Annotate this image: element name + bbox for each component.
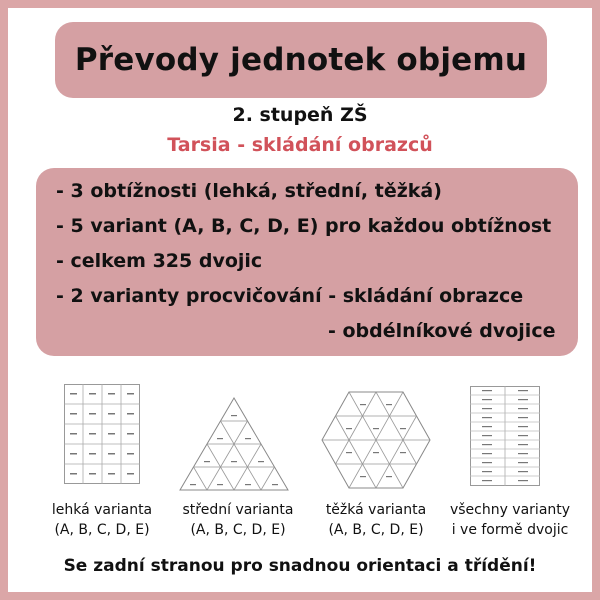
feature-item: - obdélníkové dvojice (328, 320, 556, 342)
medium-variant-caption: střední varianta (A, B, C, D, E) (182, 502, 294, 538)
product-card (8, 8, 592, 592)
footer-note: Se zadní stranou pro snadnou orientaci a třídění! (63, 556, 537, 576)
pairs-variant-thumbnail (470, 386, 540, 486)
easy-variant-thumbnail (64, 384, 140, 484)
grade-subtitle: 2. stupeň ZŠ (232, 104, 368, 126)
title-banner (55, 22, 547, 98)
easy-variant-caption: lehká varianta (A, B, C, D, E) (51, 502, 153, 538)
feature-item: - 2 varianty procvičování - skládání obrazce (56, 285, 524, 307)
feature-item: - 3 obtížnosti (lehká, střední, těžká) (56, 180, 442, 202)
feature-item: - 5 variant (A, B, C, D, E) pro každou obtížnost (56, 215, 552, 237)
features-box (36, 168, 578, 356)
feature-item: - celkem 325 dvojic (56, 250, 263, 272)
medium-variant-thumbnail (178, 396, 290, 492)
activity-tagline: Tarsia - skládání obrazců (167, 134, 433, 156)
hard-variant-thumbnail (320, 390, 432, 490)
pairs-variant-caption: všechny varianty i ve formě dvojic (449, 502, 571, 538)
hard-variant-caption: těžká varianta (A, B, C, D, E) (325, 502, 427, 538)
page-title: Převody jednotek objemu (74, 42, 528, 78)
